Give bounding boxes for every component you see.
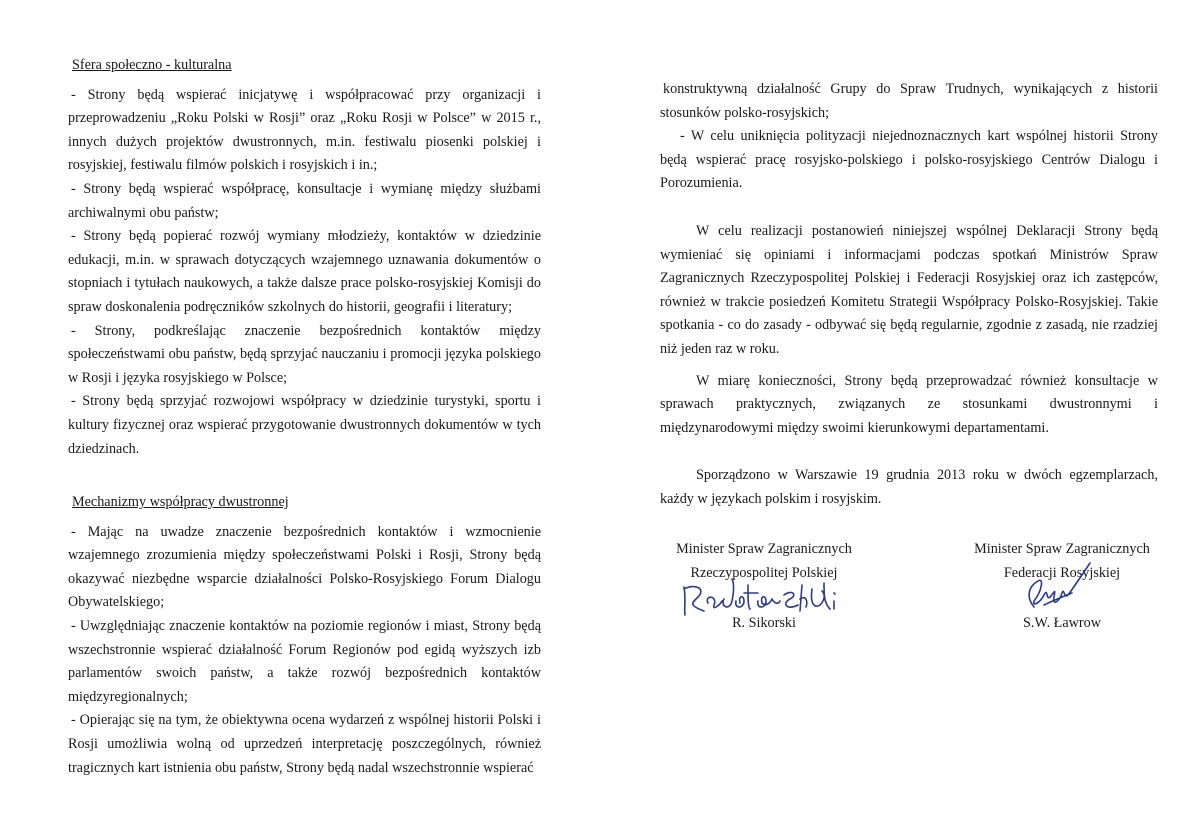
continuation-text: konstruktywną działalność Grupy do Spraw Trudnych, wynikających z historii stosunków polsko-rosyjskich; — [660, 81, 1158, 121]
list-item: - Mając na uwadze znaczenie bezpośrednich kontaktów i wzmocnienie wzajemnego zrozumienia między społeczeństwami Polski i Rosji, Strony będą okazywać niezbędne wsparcie działalności Polsko-Rosyjskiego Forum Dialogu Obywatelskiego; — [68, 523, 541, 611]
signatory-name: S.W. Ławrow — [1023, 615, 1101, 631]
list-item: - Uwzględniając znaczenie kontaktów na poziomie regionów i miast, Strony będą wszechstronnie wspierać działalność Forum Regionów pod egidą wyższych izb parlamentów swoich państw, a także rozwój bezpośrednich kontaktów międzyregionalnych; — [68, 618, 541, 705]
list-item: - Strony będą wspierać współpracę, konsultacje i wymianę między służbami archiwalnymi obu państw; — [68, 180, 541, 221]
signature-block-russia — [950, 537, 1174, 635]
signatory-name: R. Sikorski — [732, 615, 796, 631]
right-column — [660, 78, 1158, 512]
closing-statement: Sporządzono w Warszawie 19 grudnia 2013 roku w dwóch egzemplarzach, każdy w językach polskim i rosyjskim. — [660, 467, 1158, 507]
handwritten-signature-lavrov — [1004, 557, 1114, 627]
signatory-title: Minister Spraw Zagranicznych — [974, 541, 1150, 557]
paragraph-consultations: W miarę konieczności, Strony będą przeprowadzać również konsultacje w sprawach praktycznych, związanych ze stosunkami dwustronnymi i międzynarodowymi między swoimi kierunkowymi departamentami. — [660, 372, 1158, 436]
handwritten-signature-sikorski — [674, 575, 874, 625]
signatory-title: Minister Spraw Zagranicznych — [676, 541, 852, 557]
right-page — [600, 0, 1200, 819]
list-item: - Opierając się na tym, że obiektywna ocena wydarzeń z wspólnej historii Polski i Rosji umożliwia wolną od uprzedzeń interpretację poszczególnych, również tragicznych kart istnienia obu państw, Strony będą nadal wszechstronnie wspierać — [68, 712, 541, 776]
section-heading-bilateral-mechanisms: Mechanizmy współpracy dwustronnej — [72, 494, 289, 511]
list-item: - W celu uniknięcia polityzacji niejednoznacznych kart wspólnej historii Strony będą wspierać pracę rosyjsko-polskiego i polsko-rosyjskiego Centrów Dialogu i Porozumienia. — [660, 128, 1158, 192]
list-item: - Strony będą popierać rozwój wymiany młodzieży, kontaktów w dziedzinie edukacji, m.in. w sprawach dotyczących wzajemnego uznawania dokumentów o stopniach i tytułach naukowych, a także dalsze prace polsko-rosyjskiej Komisji do spraw doskonalenia podręczników szkolnych do historii, geografii i literatury; — [68, 228, 541, 315]
signatory-country: Federacji Rosyjskiej — [1003, 565, 1121, 581]
signature-block-poland — [652, 537, 876, 635]
section-heading-social-cultural: Sfera społeczno - kulturalna — [72, 57, 232, 73]
left-column — [68, 54, 541, 780]
list-item: - Strony, podkreślając znaczenie bezpośrednich kontaktów między społeczeństwami obu państw, będą sprzyjać nauczaniu i promocji języka polskiego w Rosji i języka rosyjskiego w Polsce; — [68, 322, 541, 386]
paragraph-meetings: W celu realizacji postanowień niniejszej wspólnej Deklaracji Strony będą wymieniać się opiniami i informacjami podczas spotkań Ministrów Spraw Zagranicznych Rzeczypospolitej Polskiej i Federacji Rosyjskiej oraz ich zastępców, również w trakcie posiedzeń Komitetu Strategii Współpracy Polsko-Rosyjskiej. Takie spotkania - co do zasady - odbywać się będą regularnie, zgodnie z zasadą, nie rzadziej niż jeden raz w roku. — [660, 222, 1158, 357]
signatory-country: Rzeczypospolitej Polskiej — [690, 565, 838, 581]
list-item: - Strony będą sprzyjać rozwojowi współpracy w dziedzinie turystyki, sportu i kultury fizycznej oraz wspierać przygotowanie dwustronnych dokumentów w tych dziedzinach. — [68, 393, 541, 457]
list-item: - Strony będą wspierać inicjatywę i współpracować przy organizacji i przeprowadzeniu „Roku Polski w Rosji” oraz „Roku Rosji w Polsce” w 2015 r., innych dużych projektów dwustronnych, m.in. festiwalu piosenki polskiej i rosyjskiej, festiwalu filmów polskich i rosyjskich i in.; — [68, 86, 541, 174]
